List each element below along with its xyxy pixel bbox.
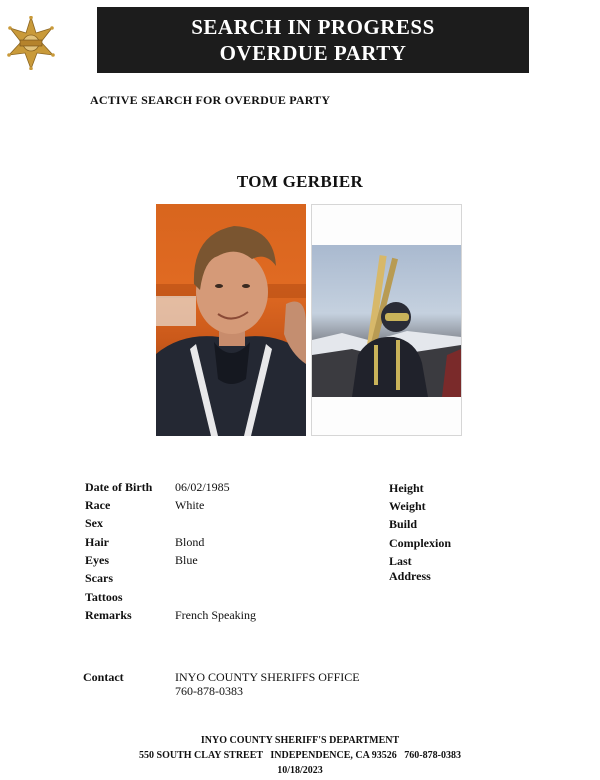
contact-phone: 760-878-0383 (175, 684, 243, 698)
title-line-2: OVERDUE PARTY (219, 41, 407, 65)
contact-office: INYO COUNTY SHERIFFS OFFICE (175, 670, 360, 684)
detail-label: Tattoos (85, 590, 123, 604)
detail-label-weight: Weight (389, 499, 426, 513)
detail-label-build: Build (389, 517, 418, 531)
footer-date: 10/18/2023 (277, 765, 323, 776)
detail-value: White (175, 498, 205, 512)
detail-label: Eyes (85, 553, 109, 567)
detail-label: Race (85, 498, 111, 512)
climbing-photo (312, 245, 461, 397)
detail-value: 06/02/1985 (175, 480, 230, 494)
detail-row-tattoos (85, 590, 485, 606)
detail-label-height: Height (389, 481, 424, 495)
portrait-photo (156, 204, 306, 436)
detail-row-dob (85, 480, 485, 496)
detail-label: Remarks (85, 608, 132, 622)
detail-row-remarks (85, 608, 485, 624)
subheading: ACTIVE SEARCH FOR OVERDUE PARTY (90, 93, 331, 107)
contact-label: Contact (83, 670, 124, 684)
detail-label: Sex (85, 516, 103, 530)
detail-value: French Speaking (175, 608, 256, 622)
detail-value: Blond (175, 535, 205, 549)
title-line-1: SEARCH IN PROGRESS (191, 15, 435, 39)
footer (0, 733, 600, 778)
detail-label: Date of Birth (85, 480, 153, 494)
detail-row-sex (85, 516, 485, 532)
climbing-photo-frame (311, 204, 462, 436)
sheriff-star-icon (6, 16, 56, 70)
person-name: TOM GERBIER (236, 172, 364, 191)
contact-details (175, 670, 360, 698)
footer-department: INYO COUNTY SHERIFF'S DEPARTMENT (200, 735, 400, 746)
detail-label: Scars (85, 571, 113, 585)
title-banner (97, 7, 529, 73)
detail-label-last-address: Last Address (389, 554, 431, 583)
detail-label-complexion: Complexion (389, 536, 452, 550)
detail-value: Blue (175, 553, 198, 567)
detail-label: Hair (85, 535, 109, 549)
footer-address: 550 SOUTH CLAY STREET INDEPENDENCE, CA 93526 760-878-0383 (139, 750, 461, 761)
